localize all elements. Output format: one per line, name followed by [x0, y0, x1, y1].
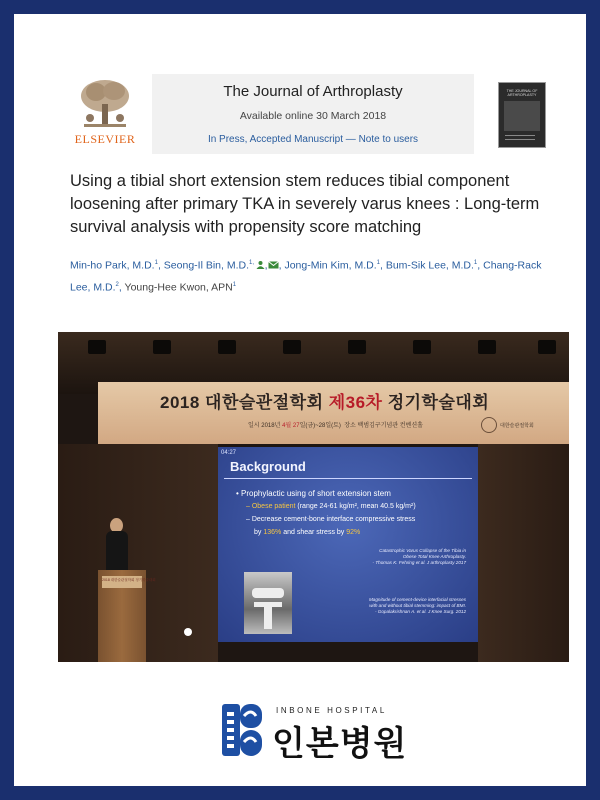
hospital-mark-icon: [220, 702, 264, 758]
cover-image: [504, 101, 540, 131]
slide-text: and shear stress by: [281, 529, 347, 536]
author-name[interactable]: Bum-Sik Lee, M.D.: [385, 259, 474, 272]
author-name[interactable]: Seong-Il Bin, M.D.: [163, 259, 249, 272]
presentation-screen: [218, 447, 478, 642]
banner-date-place: [248, 420, 423, 429]
journal-title[interactable]: The Journal of Arthroplasty: [223, 83, 403, 100]
slide-divider: [224, 478, 472, 479]
citation-line: Obese Total Knee Arthroplasty.: [402, 554, 466, 559]
ceiling-light-icon: [153, 340, 171, 354]
conference-photo: [58, 332, 569, 662]
author-affiliation: 1: [376, 260, 380, 266]
slide-subpoint: [254, 529, 360, 536]
slide-subpoint: – Decrease cement-bone interface compressive stress: [246, 516, 416, 523]
podium-sign-text: 2018 대한슬관절학회 정기학술대회: [102, 578, 156, 582]
citation-line: - Thomas K. Fehring et al. J arthroplasty 2017: [372, 560, 466, 565]
status-separator: —: [343, 134, 359, 145]
banner-emblem-label: 대한슬관절학회: [500, 423, 534, 429]
femoral-component: [252, 588, 284, 598]
hospital-logo[interactable]: [220, 702, 410, 762]
author-name[interactable]: Chang-Rack Lee, M.D.: [70, 259, 542, 293]
author-name[interactable]: Jong-Min Kim, M.D.: [284, 259, 377, 272]
ceiling-light-icon: [283, 340, 301, 354]
hospital-name-ko: 인본병원: [272, 725, 408, 763]
wall-right: [478, 444, 569, 662]
hospital-name-en: INBONE HOSPITAL: [276, 706, 387, 715]
citation-line: with and without tibial stemming: impact of BMI.: [369, 603, 466, 608]
in-press-link[interactable]: In Press, Accepted Manuscript: [207, 134, 344, 145]
journal-info-box: [152, 74, 474, 154]
banner-date-part: 일시 2018년: [248, 423, 283, 429]
banner-place: 장소 백범김구기념관 컨벤션홀: [344, 423, 423, 429]
ceiling-light-icon: [478, 340, 496, 354]
slide-timer: 04:27: [221, 450, 237, 456]
banner-date-part: 일(금)~28일(토): [299, 423, 341, 429]
citation-line: - Gopalakrishnan A. et al. J Knee Surg. 2012: [375, 609, 466, 614]
ceiling-light-icon: [88, 340, 106, 354]
slide-highlight: – Obese patient: [246, 503, 296, 510]
banner-title-part: 2018 대한슬관절학회: [160, 393, 329, 412]
slide-citation: [369, 597, 466, 615]
ceiling-light-icon: [218, 340, 236, 354]
author-affiliation: 1: [473, 260, 478, 266]
cover-title: THE JOURNAL OF ARTHROPLASTY: [506, 89, 538, 97]
ceiling-light-icon: [538, 340, 556, 354]
slide-bullet: • Prophylactic using of short extension stem: [236, 489, 391, 498]
podium-sign: [102, 576, 156, 588]
banner-title: [160, 388, 489, 413]
slide-text: by: [254, 529, 264, 536]
slide-citation: [373, 548, 466, 566]
journal-header: [70, 74, 560, 154]
author-affiliation: 1: [154, 260, 158, 266]
citation-line: Magnitude of cement-device interfacial stresses: [368, 597, 466, 602]
cover-line: [505, 135, 535, 136]
banner-title-part: 제36차: [328, 393, 383, 412]
email-icon[interactable]: [268, 261, 279, 269]
note-to-users-link[interactable]: Note to users: [358, 134, 419, 145]
author-list: Min-ho Park, M.D.$^1$, Seong-Il Bin, M.D.$^{1,}$ , , Jong-Min Kim, M.D.$^1$, Bum-Sik Lee, M.D.$^1$, Chang-Rack Lee, M.D.$^2$, Young-Hee Kwon, APN$^1$: [70, 259, 542, 293]
elsevier-logo[interactable]: [70, 78, 140, 150]
cover-line: [505, 139, 535, 140]
conference-banner: [98, 382, 569, 444]
banner-title-part: 정기학술대회: [382, 393, 490, 412]
slide-highlight: 136%: [263, 529, 282, 536]
elsevier-wordmark: ELSEVIER: [74, 132, 136, 146]
slide-highlight: 92%: [346, 529, 361, 536]
online-date: Available online 30 March 2018: [239, 110, 387, 122]
tibial-stem: [264, 607, 272, 629]
author-affiliation: 2: [115, 281, 119, 288]
manuscript-status: [152, 134, 474, 145]
journal-cover-thumbnail[interactable]: [498, 82, 546, 148]
laser-pointer-dot: [184, 628, 192, 636]
citation-line: Catastrophic Varus Collapse of the Tibia in: [379, 548, 466, 553]
banner-date-part: 4월 27: [282, 423, 300, 429]
slide-text: (range 24-61 kg/m², mean 40.5 kg/m²): [295, 503, 416, 510]
elsevier-tree-icon: [78, 78, 132, 130]
author-affiliation: 1: [232, 281, 237, 288]
slide-subpoint: [246, 503, 416, 510]
ceiling-light-icon: [348, 340, 366, 354]
author-name[interactable]: Young-Hee Kwon, APN: [124, 281, 233, 293]
article-title: Using a tibial short extension stem reduces tibial component loosening after primary TKA in severely varus knees : Long-term survival analysis with propensity score matching: [70, 172, 540, 236]
ceiling-light-icon: [413, 340, 431, 354]
knee-xray-image: [244, 572, 292, 634]
slide-heading: Background: [230, 459, 306, 474]
person-icon[interactable]: [256, 261, 265, 269]
author-name[interactable]: Min-ho Park, M.D.: [70, 259, 155, 272]
podium: [98, 570, 156, 662]
society-emblem-icon: [481, 417, 497, 433]
author-affiliation: 1,: [249, 260, 256, 266]
